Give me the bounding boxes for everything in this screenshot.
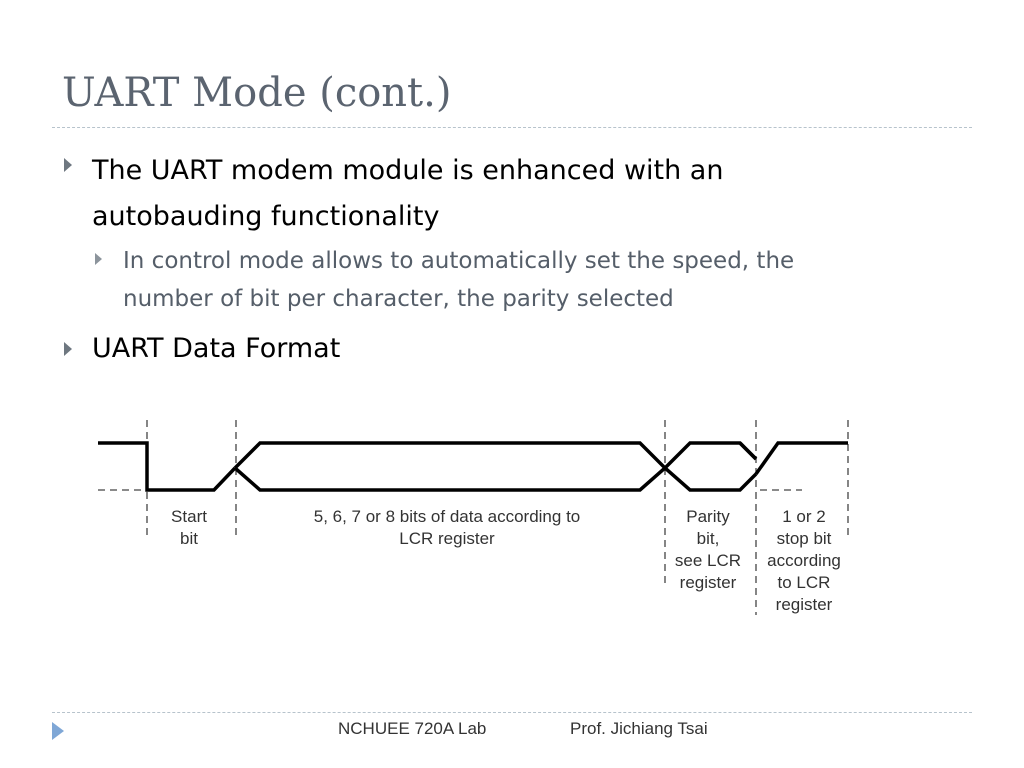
title-divider bbox=[52, 127, 972, 128]
start-label-line: bit bbox=[180, 529, 198, 548]
bullet-arrow-icon bbox=[64, 158, 72, 172]
bullet-2-line-2: number of bit per character, the parity selected bbox=[123, 286, 674, 312]
data-bits-waveform bbox=[235, 443, 756, 490]
stop-label-line: to LCR bbox=[777, 573, 831, 592]
uart-waveform-svg bbox=[90, 410, 860, 630]
stop-bit-label bbox=[767, 507, 841, 614]
parity-low-edge bbox=[740, 443, 756, 459]
stop-label-line: register bbox=[775, 595, 833, 614]
bullet-1-line-1: The UART modem module is enhanced with an bbox=[92, 155, 724, 186]
stop-label-line: according bbox=[767, 551, 841, 570]
data-label-line: 5, 6, 7 or 8 bits of data according to bbox=[313, 507, 581, 526]
slide-title: UART Mode (cont.) bbox=[62, 70, 452, 116]
bullet-2 bbox=[123, 242, 794, 318]
stop-bit-waveform bbox=[756, 443, 848, 474]
start-label-line: Start bbox=[171, 507, 207, 526]
stop-label-line: 1 or 2 bbox=[782, 507, 826, 526]
sub-bullet-arrow-icon bbox=[95, 253, 102, 265]
parity-bit-label bbox=[675, 507, 741, 592]
parity-label-line: see LCR bbox=[674, 551, 742, 570]
bullet-1-line-2: autobauding functionality bbox=[92, 201, 440, 232]
bullet-arrow-icon bbox=[64, 342, 72, 356]
footer-lab-name: NCHUEE 720A Lab bbox=[338, 719, 487, 738]
bullet-3-line-1: UART Data Format bbox=[92, 333, 341, 364]
footer-arrow-icon bbox=[52, 722, 64, 740]
uart-data-format-diagram bbox=[90, 410, 860, 630]
start-bit-waveform bbox=[98, 443, 235, 490]
parity-label-line: register bbox=[679, 573, 737, 592]
bullet-3 bbox=[92, 330, 340, 368]
bullet-1 bbox=[92, 148, 723, 240]
footer-divider bbox=[52, 712, 972, 713]
start-bit-label bbox=[171, 507, 207, 548]
parity-label-line: Parity bbox=[686, 507, 730, 526]
bullet-2-line-1: In control mode allows to automatically set the speed, the bbox=[123, 248, 795, 274]
stop-label-line: stop bit bbox=[776, 529, 832, 548]
data-bits-label bbox=[314, 507, 581, 548]
parity-label-line: bit, bbox=[696, 529, 720, 548]
data-label-line: LCR register bbox=[399, 529, 495, 548]
data-bits-waveform-low bbox=[235, 443, 756, 490]
footer-professor: Prof. Jichiang Tsai bbox=[570, 719, 708, 738]
